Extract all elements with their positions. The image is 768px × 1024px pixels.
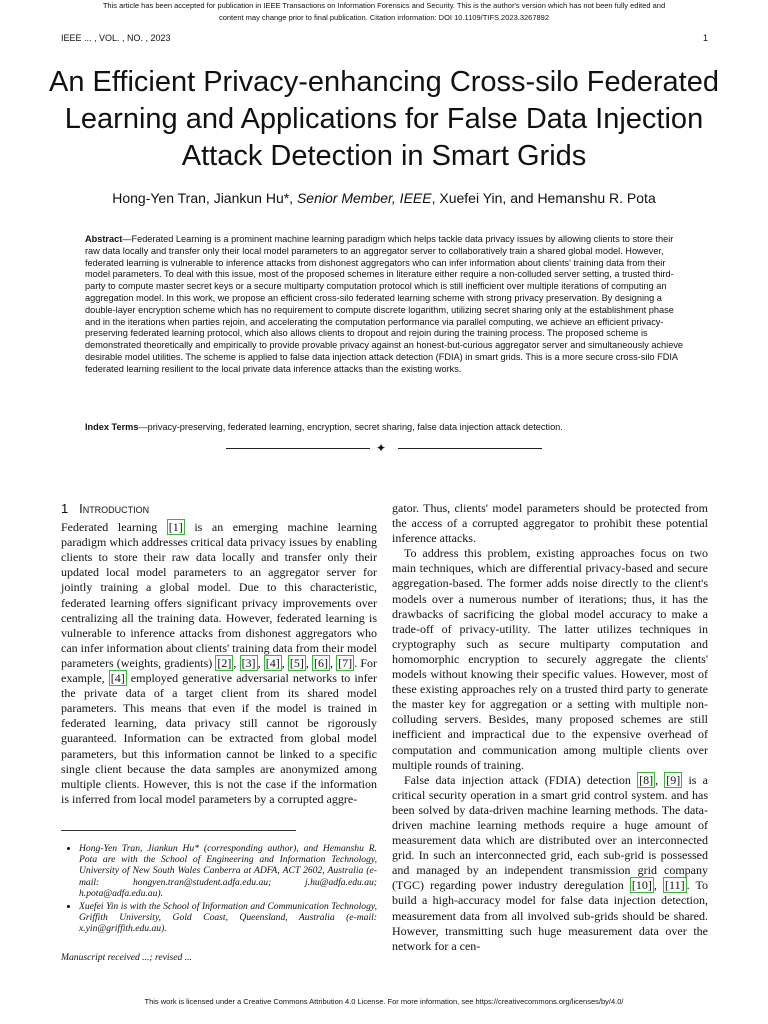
footnote-item: • Hong-Yen Tran, Jiankun Hu* (corresponding author), and Hemanshu R. Pota are with the School of Engineering and Information Technology, University of New South Wales Canberra at ADFA, ACT 2602, Australia (e-mail: hongyen.tran@student.adfa.edu.au; j.hu@adfa.edu.au; h.pota@adfa.edu.au). bbox=[79, 843, 377, 899]
author-footnotes bbox=[61, 843, 377, 937]
citation-link[interactable]: [11] bbox=[665, 878, 685, 893]
citation-link[interactable]: [4] bbox=[110, 671, 125, 686]
authors-part-2: , Xuefei Yin, and Hemanshu R. Pota bbox=[431, 190, 656, 206]
intro-paragraph-continued: gator. Thus, clients' model parameters should be protected from the access of a corrupted aggregator to prohibit these potential inference attacks. bbox=[392, 501, 708, 546]
intro-paragraph-1: Federated learning [1] is an emerging machine learning paradigm which addresses critical data privacy issues by enabling clients to store their raw data locally and transfer only their updated local model parameters to an aggregator server for jointly training a global model. Due to this characteristic, federated learning offers significant privacy improvements over centralizing all the training data. However, federated learning is vulnerable to inference attacks from dishonest aggregators who can infer information about clients' training data from their model parameters (weights, gradients) [2] , [3] , [4] , [5] , [6] , [7] . For example, [4] employed generative adversarial networks to infer the private data of a target client from its shared model parameters. This means that even if the model is trained in federated learning, data privacy still cannot be rigorously guaranteed. Information can be extracted from global model parameters, but this information cannot be linked to a specific single client because the data samples are anonymized among multiple clients. However, this is not the case if the information is inferred from local model parameters by a corrupted aggre- bbox=[61, 520, 378, 806]
publication-notice-line-2: content may change prior to final publication. Citation information: DOI 10.1109/TIFS.2023.3267892 bbox=[218, 13, 550, 22]
section-divider bbox=[226, 440, 542, 456]
section-title: Introduction bbox=[79, 501, 150, 516]
footnote-rule bbox=[61, 830, 296, 831]
citation-link[interactable]: [8] bbox=[639, 772, 654, 787]
citation-link[interactable]: [1] bbox=[168, 520, 183, 535]
citation-link[interactable]: [9] bbox=[666, 772, 681, 787]
intro-paragraph-2: To address this problem, existing approaches focus on two main techniques, which are differential privacy-based and secure aggregation-based. The former adds noise directly to the client's models over a numerous number of iterations; thus, it has the drawbacks of sacrificing the global model accuracy to make a trade-off of privacy-utility. The latter utilizes techniques in cryptography such as secure multiparty computation and homomorphic encryption to securely aggregate the clients' models without knowing their specific values. However, most of these existing approaches rely on a trusted third party to generate the master key for aggregation or a setting with multiple non-colluding servers. Besides, many proposed schemes are still inefficient and impractical due to the expensive overhead of computation and communication among multiple clients over multiple rounds of training. bbox=[392, 546, 708, 772]
running-header: IEEE ... , VOL. , NO. , 2023 bbox=[61, 33, 171, 43]
section-heading bbox=[61, 501, 377, 516]
citation-link[interactable]: [6] bbox=[314, 655, 329, 670]
citation-link[interactable]: [3] bbox=[241, 655, 256, 670]
divider-diamond-icon: ✦ bbox=[376, 441, 387, 455]
publication-notice bbox=[0, 0, 768, 24]
abstract bbox=[85, 234, 685, 376]
index-terms-label: Index Terms bbox=[85, 422, 139, 432]
footnote-item: • Xuefei Yin is with the School of Information and Communication Technology, Griffith University, Gold Coast, Queensland, Australia (e-mail: x.yin@griffith.edu.au). bbox=[79, 901, 377, 935]
intro-paragraph-3: False data injection attack (FDIA) detection [8] , [9] is a critical security operation in a smart grid control system. and has been solved by data-driven machine learning methods. The data-driven machine learning methods require a huge amount of measurement data which are distributed over an interconnected grid. In such an interconnected grid, each sub-grid is possessed and managed by an independent transmission grid company (TGC) regarding power industry deregulation [10] , [11] . To build a high-accuracy model for false data injection detection, measurement data from all involved sub-grids should be shared. However, transmitting such huge measurement data over the network for a cen- bbox=[392, 772, 708, 953]
author-list bbox=[40, 190, 728, 206]
divider-rule-left bbox=[226, 448, 370, 449]
citation-link[interactable]: [2] bbox=[217, 655, 232, 670]
page-number: 1 bbox=[702, 33, 708, 43]
index-terms bbox=[85, 421, 685, 433]
citation-link[interactable]: [4] bbox=[265, 655, 280, 670]
publication-notice-line-1: This article has been accepted for publication in IEEE Transactions on Information Forensics and Security. This is the author's version which has not been fully edited and bbox=[102, 1, 666, 10]
citation-link[interactable]: [7] bbox=[338, 655, 353, 670]
manuscript-note: Manuscript received ...; revised ... bbox=[61, 952, 192, 963]
citation-link[interactable]: [10] bbox=[631, 878, 652, 893]
authors-part-1: Hong-Yen Tran, Jiankun Hu*, bbox=[112, 190, 297, 206]
right-column bbox=[392, 501, 708, 954]
index-terms-text: —privacy-preserving, federated learning, encryption, secret sharing, false data injection attack detection. bbox=[138, 422, 563, 432]
paper-title: An Efficient Privacy-enhancing Cross-silo Federated Learning and Applications for False Data Injection Attack Detection in Smart Grids bbox=[48, 66, 719, 172]
left-column bbox=[61, 501, 377, 807]
license-notice: This work is licensed under a Creative Commons Attribution 4.0 License. For more information, see https://creativecommons.org/licenses/by/4.0/ bbox=[144, 997, 624, 1006]
citation-link[interactable]: [5] bbox=[289, 655, 304, 670]
abstract-label: Abstract bbox=[85, 234, 123, 244]
author-membership: Senior Member, IEEE bbox=[296, 190, 432, 206]
divider-rule-right bbox=[398, 448, 542, 449]
section-number: 1 bbox=[61, 501, 69, 516]
abstract-text: —Federated Learning is a prominent machine learning paradigm which helps tackle data privacy issues by allowing clients to store their raw data locally and transfer only their local model parameters to an aggregator server to collaboratively train a shared global model. However, federated learning is vulnerable to inference attacks from dishonest aggregators who can infer information about clients' training data from their model parameters. To deal with this issue, most of the proposed schemes in literature either require a non-colluded server setting, a trusted third-party to compute master secret keys or a secure multiparty computation protocol which is still inefficient over multiple iterations of computing an aggregation model. In this work, we propose an efficient cross-silo federated learning scheme with strong privacy preservation. By designing a double-layer encryption scheme which has no requirement to compute discrete logarithm, utilizing secret sharing only at the establishment phase and in the iterations when parties rejoin, and accelerating the computation performance via parallel computing, we achieve an efficient privacy-preserving federated learning protocol, which also allows clients to dropout and rejoin during the training process. The proposed scheme is demonstrated theoretically and empirically to provide provable privacy against an honest-but-curious aggregator server and simultaneously achieve desirable model utilities. The scheme is applied to false data injection attack detection (FDIA) in smart grids. This is a more secure cross-silo FDIA federated learning resilient to the local private data inference attacks than the existing works. bbox=[85, 234, 684, 374]
